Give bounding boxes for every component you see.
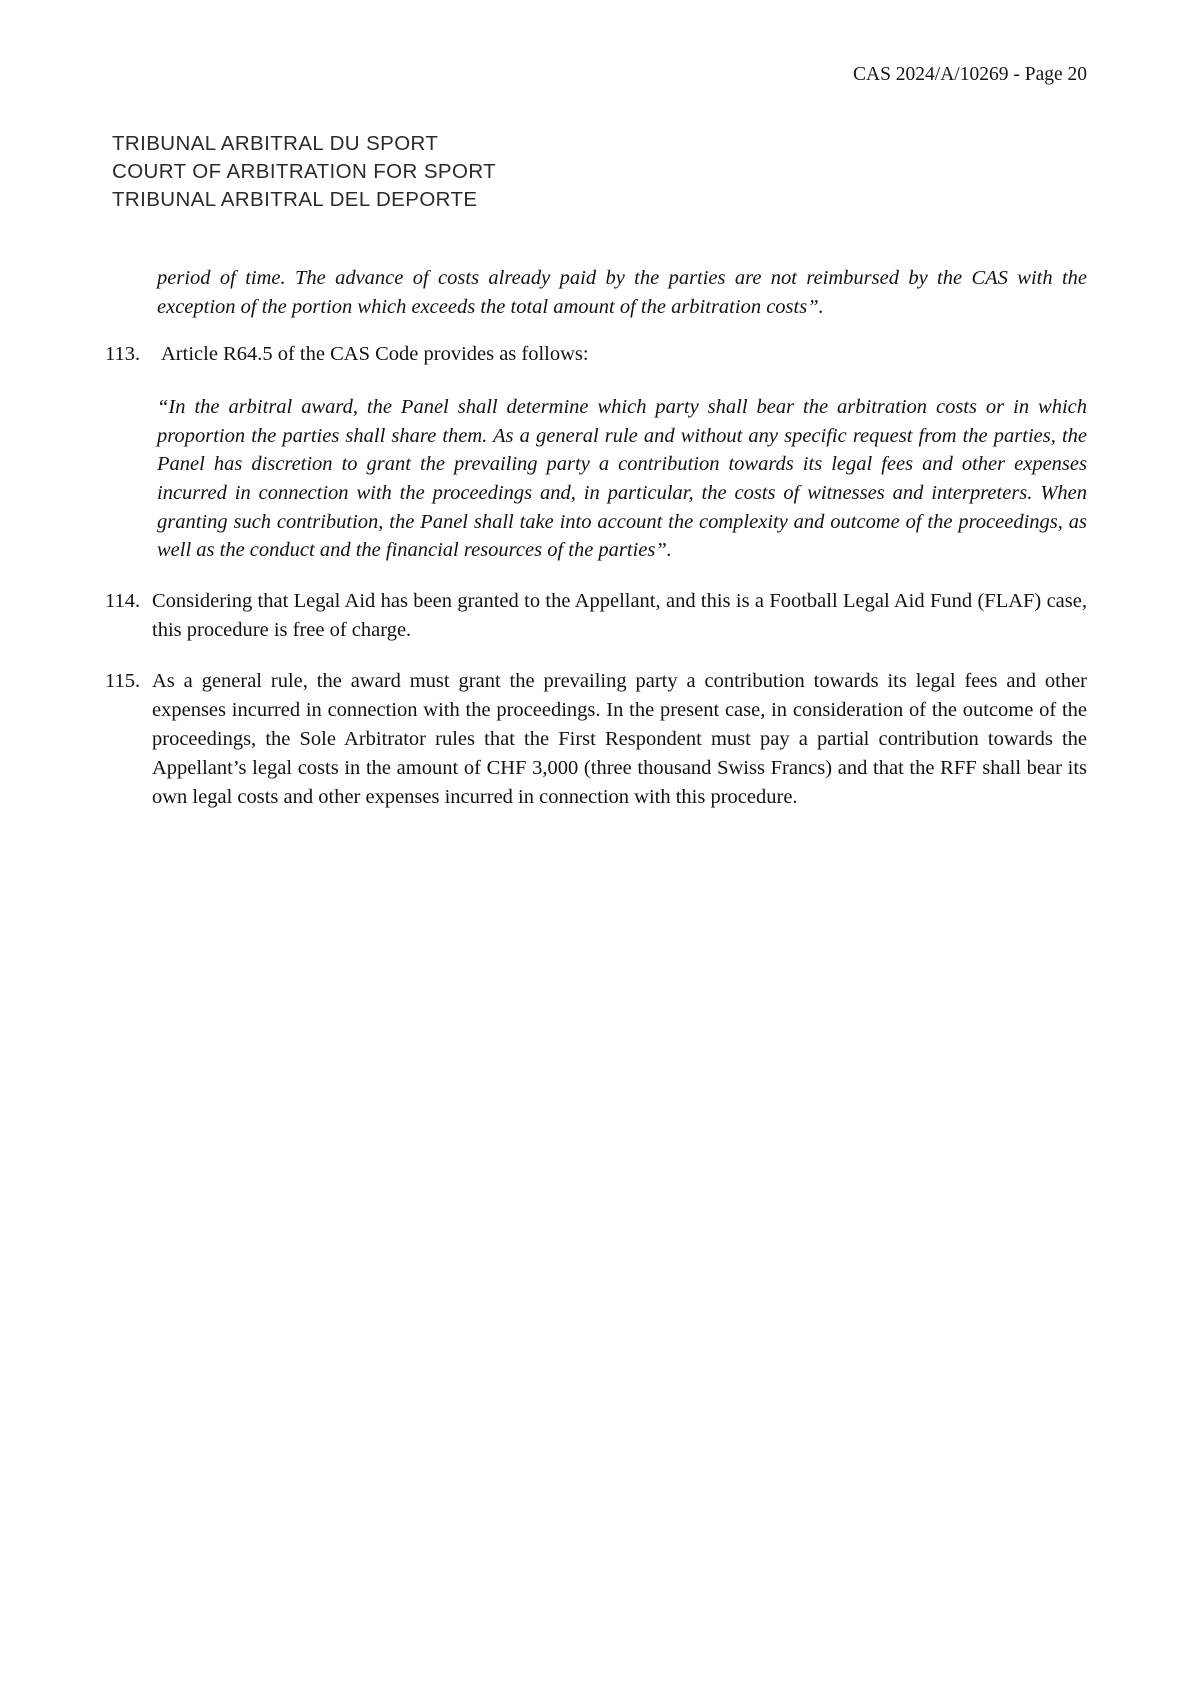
case-reference: CAS 2024/A/10269 - Page 20 [853, 64, 1087, 85]
paragraph-113 [105, 340, 1087, 369]
letterhead-line-english: COURT OF ARBITRATION FOR SPORT [112, 160, 497, 183]
paragraph-113-number: 113. [105, 343, 141, 366]
paragraph-115-text: As a general rule, the award must grant the prevailing party a contribution towards its legal fees and other expenses incurred in connection with the proceedings. In the present case, in consideration of the outcome of the proceedings, the Sole Arbitrator rules that the First Respondent must pay a partial contribution towards the Appellant’s legal costs in the amount of CHF 3,000 (three thousand Swiss Francs) and that the RFF shall bear its own legal costs and other expenses incurred in connection with this procedure. [152, 669, 1087, 808]
letterhead-line-spanish: TRIBUNAL ARBITRAL DEL DEPORTE [112, 188, 478, 211]
letterhead [112, 130, 496, 214]
paragraph-115-number: 115. [105, 669, 141, 692]
paragraph-115 [105, 667, 1087, 812]
paragraph-114 [105, 587, 1087, 645]
quote-continuation: period of time. The advance of costs already paid by the parties are not reimbursed by the CAS with the exception of the portion which exceeds the total amount of the arbitration costs”. [157, 267, 1087, 318]
paragraph-113-text: Article R64.5 of the CAS Code provides as follows: [161, 343, 589, 366]
document-body [105, 264, 1087, 812]
quote-article-r64-5: “In the arbitral award, the Panel shall determine which party shall bear the arbitration costs or in which proportion the parties shall share them. As a general rule and without any specific request from the parties, the Panel has discretion to grant the prevailing party a contribution towards its legal fees and other expenses incurred in connection with the proceedings and, in particular, the costs of witnesses and interpreters. When granting such contribution, the Panel shall take into account the complexity and outcome of the proceedings, as well as the conduct and the financial resources of the parties”. [157, 396, 1087, 562]
paragraph-114-number: 114. [105, 589, 141, 612]
paragraph-114-text: Considering that Legal Aid has been granted to the Appellant, and this is a Football Legal Aid Fund (FLAF) case, this procedure is free of charge. [152, 589, 1087, 641]
page-header [105, 62, 1087, 88]
letterhead-line-french: TRIBUNAL ARBITRAL DU SPORT [112, 132, 439, 155]
